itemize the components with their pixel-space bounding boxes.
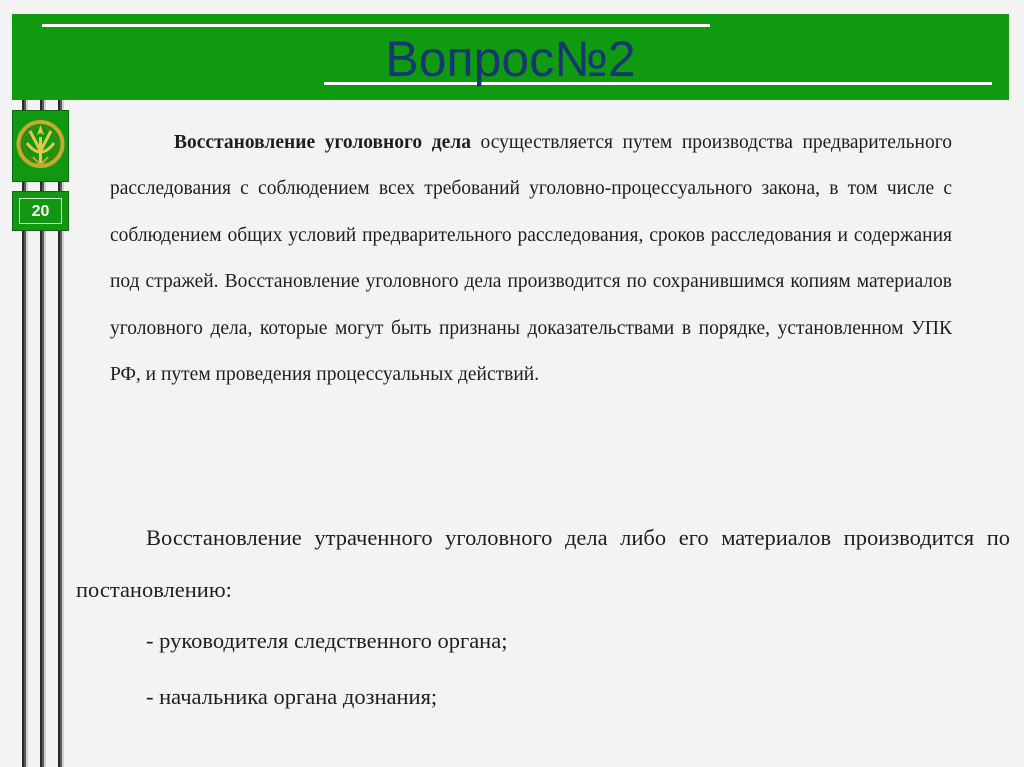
paragraph-restoration	[110, 120, 952, 398]
slide-title: Вопрос№2	[385, 31, 636, 87]
title-band	[12, 14, 1009, 100]
emblem-icon	[12, 110, 69, 182]
paragraph-lead-bold: Восстановление уголовного дела	[174, 132, 471, 153]
title-decor-line	[42, 24, 710, 27]
paragraph-resolution: Восстановление утраченного уголовного дела либо его материалов производится по постановлению:	[76, 525, 1010, 602]
list-item: - руководителя следственного органа;	[146, 628, 508, 653]
page-number-badge	[12, 191, 69, 231]
paragraph-rest: осуществляется путем производства предварительного расследования с соблюдением всех требований уголовно-процессуального закона, в том числе с соблюдением общих условий предварительного расследования, сроков расследования и содержания под стражей. Восстановление уголовного дела производится по сохранившимся копиям материалов уголовного дела, которые могут быть признаны доказательствами в порядке, установленном УПК РФ, и путем проведения процессуальных действий.	[110, 132, 952, 386]
page-number: 20	[19, 198, 62, 224]
list-item: - начальника органа дознания;	[146, 684, 438, 709]
